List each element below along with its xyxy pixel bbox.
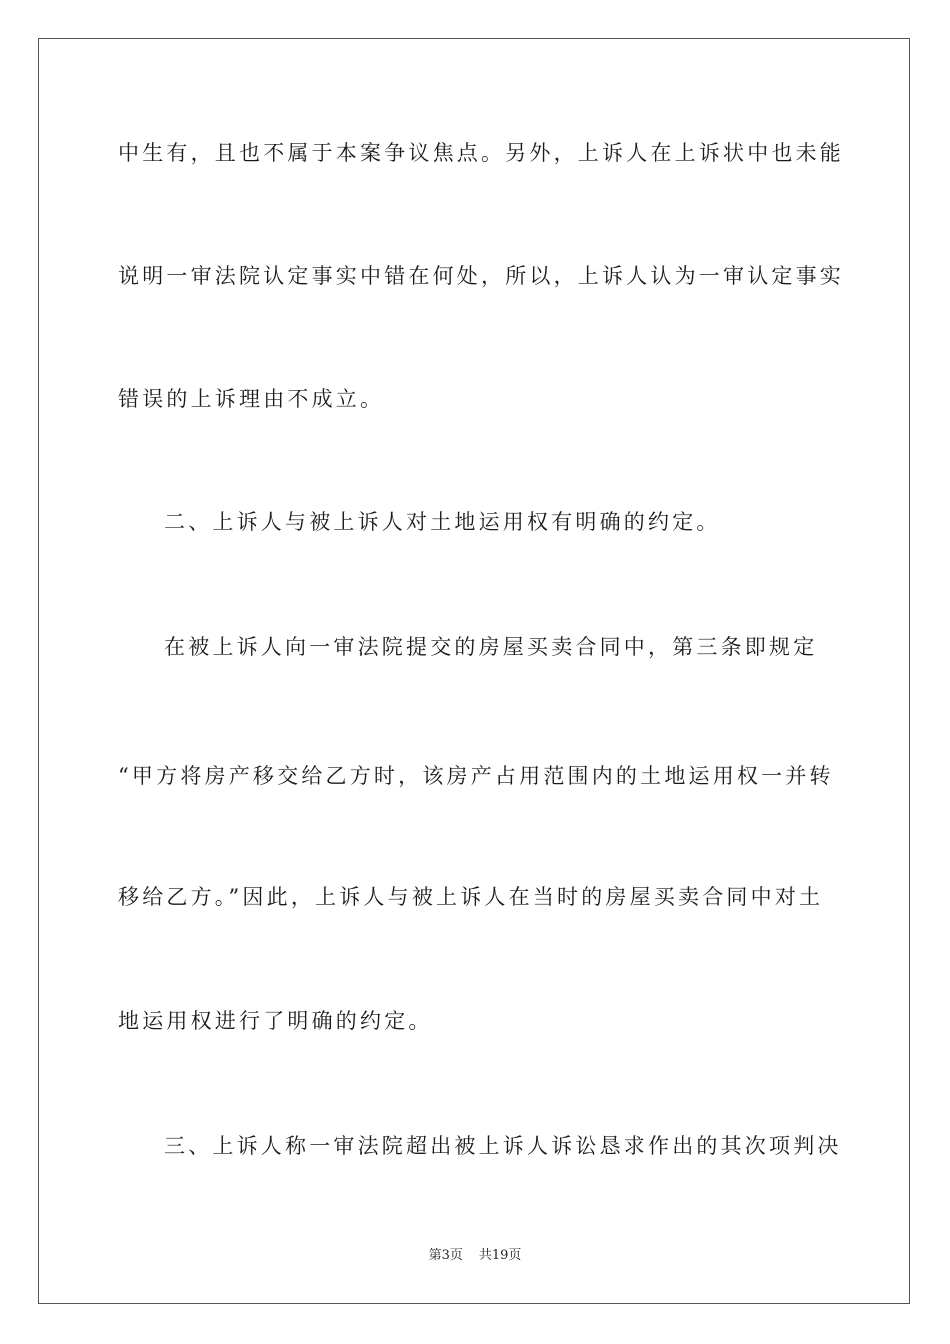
body-text-line: 移给乙方。”因此，上诉人与被上诉人在当时的房屋买卖合同中对土: [118, 885, 824, 909]
body-text-line: 地运用权进行了明确的约定。: [118, 1009, 433, 1033]
body-text-line: 在被上诉人向一审法院提交的房屋买卖合同中，第三条即规定: [164, 635, 818, 659]
page-footer: [0, 1247, 950, 1265]
section-heading-3: 三、上诉人称一审法院超出被上诉人诉讼恳求作出的其次项判决: [164, 1134, 842, 1158]
body-text-line: 错误的上诉理由不成立。: [118, 387, 385, 411]
body-text-line: “甲方将房产移交给乙方时，该房产占用范围内的土地运用权一并转: [118, 764, 834, 788]
page-number: 第3页: [428, 1248, 463, 1263]
body-text-line: 说明一审法院认定事实中错在何处，所以，上诉人认为一审认定事实: [118, 264, 844, 288]
page-border: [38, 38, 910, 1304]
body-text-line: 中生有，且也不属于本案争议焦点。另外，上诉人在上诉状中也未能: [118, 141, 844, 165]
section-heading-2: 二、上诉人与被上诉人对土地运用权有明确的约定。: [164, 510, 721, 534]
page-total: 共19页: [478, 1248, 522, 1263]
